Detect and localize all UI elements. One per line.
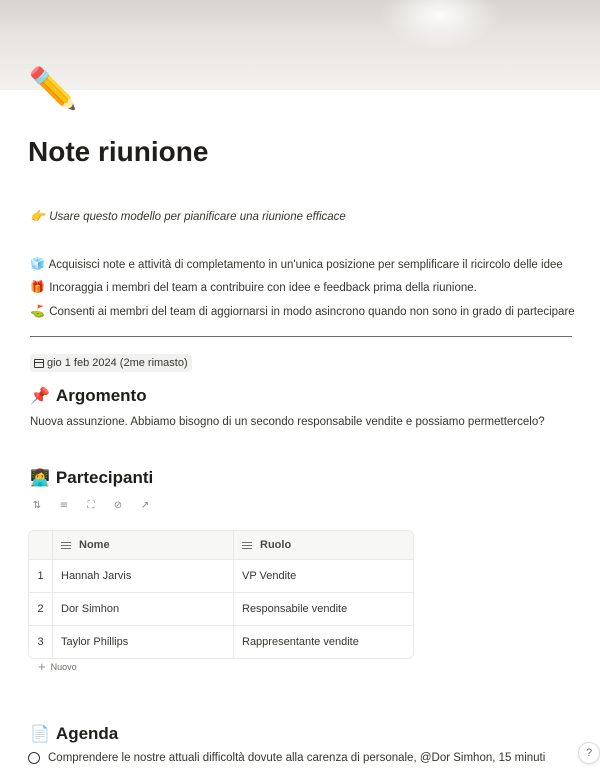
pencil-icon[interactable]: ✏️ (28, 66, 78, 112)
heading-text: Argomento (55, 386, 147, 405)
intro-bullet-text: Consenti ai membri del team di aggiornarsi in modo asincrono quando non sono in grado di partecipare (49, 306, 575, 318)
table-row (29, 559, 413, 592)
cover-image (0, 0, 600, 90)
agenda-item (28, 752, 545, 764)
row-index: 2 (29, 593, 53, 625)
filter-icon[interactable]: ≡ (59, 499, 69, 511)
share-icon[interactable]: ↗ (140, 499, 150, 511)
page-title[interactable]: Note riunione (28, 136, 209, 167)
section-heading-argomento[interactable] (30, 386, 147, 406)
hint-text: Usare questo modello per pianificare una riunione efficace (49, 211, 346, 223)
help-button[interactable]: ? (578, 742, 600, 764)
row-index: 3 (29, 626, 53, 658)
pointing-hand-icon: 👉 (30, 209, 45, 223)
intro-bullet (30, 280, 477, 294)
date-mention[interactable] (30, 354, 192, 372)
name-cell[interactable]: Taylor Phillips (53, 626, 234, 658)
participants-table (28, 530, 414, 659)
pushpin-icon: 📌 (30, 386, 50, 405)
calendar-icon (34, 359, 44, 368)
role-cell[interactable]: VP Vendite (242, 570, 297, 582)
column-header-nome[interactable] (53, 531, 234, 559)
sort-icon[interactable]: ⇅ (32, 499, 42, 511)
role-cell[interactable]: Rappresentante vendite (242, 636, 359, 648)
divider (30, 336, 572, 337)
checkbox-circle[interactable] (28, 752, 40, 764)
section-heading-agenda[interactable] (30, 724, 118, 744)
text-property-icon (61, 540, 71, 551)
technologist-icon: 👩‍💻 (30, 468, 50, 487)
hint-line (30, 209, 346, 223)
table-row (29, 592, 413, 625)
intro-bullet (30, 257, 563, 271)
cube-icon: 🧊 (30, 257, 45, 271)
column-header-label: Nome (79, 539, 110, 551)
text-property-icon (242, 540, 252, 551)
database-toolbar (30, 498, 152, 512)
argomento-text[interactable]: Nuova assunzione. Abbiamo bisogno di un secondo responsabile vendite e possiamo permettercelo? (30, 416, 545, 428)
hide-icon[interactable]: ⊘ (113, 499, 123, 511)
column-header-label: Ruolo (260, 539, 292, 551)
table-row (29, 625, 413, 658)
heading-text: Partecipanti (55, 468, 154, 487)
name-cell[interactable]: Dor Simhon (53, 593, 234, 625)
agenda-item-text[interactable]: Comprendere le nostre attuali difficoltà dovute alla carenza di personale, @Dor Simhon, 15 minuti (48, 752, 546, 764)
date-label: gio 1 feb 2024 (2me rimasto) (47, 357, 188, 369)
intro-bullet-text: Acquisisci note e attività di completamento in un'unica posizione per semplificare il ricircolo delle idee (48, 259, 563, 271)
flag-in-hole-icon: ⛳ (30, 304, 45, 318)
name-cell[interactable]: Hannah Jarvis (53, 560, 234, 592)
new-row-label: Nuovo (50, 662, 77, 672)
section-heading-partecipanti[interactable] (30, 468, 153, 488)
index-header (29, 531, 53, 559)
intro-bullet-text: Incoraggia i membri del team a contribuire con idee e feedback prima della riunione. (49, 282, 477, 294)
gift-icon: 🎁 (30, 280, 45, 294)
role-cell[interactable]: Responsabile vendite (242, 603, 348, 615)
plus-icon: + (38, 659, 46, 674)
page-facing-up-icon: 📄 (30, 724, 50, 743)
table-header-row (29, 531, 413, 559)
heading-text: Agenda (55, 724, 119, 743)
new-row-button[interactable] (38, 659, 77, 674)
row-index: 1 (29, 560, 53, 592)
expand-icon[interactable]: ⛶ (87, 499, 95, 511)
column-header-ruolo[interactable] (234, 531, 413, 559)
intro-bullet (30, 304, 575, 318)
